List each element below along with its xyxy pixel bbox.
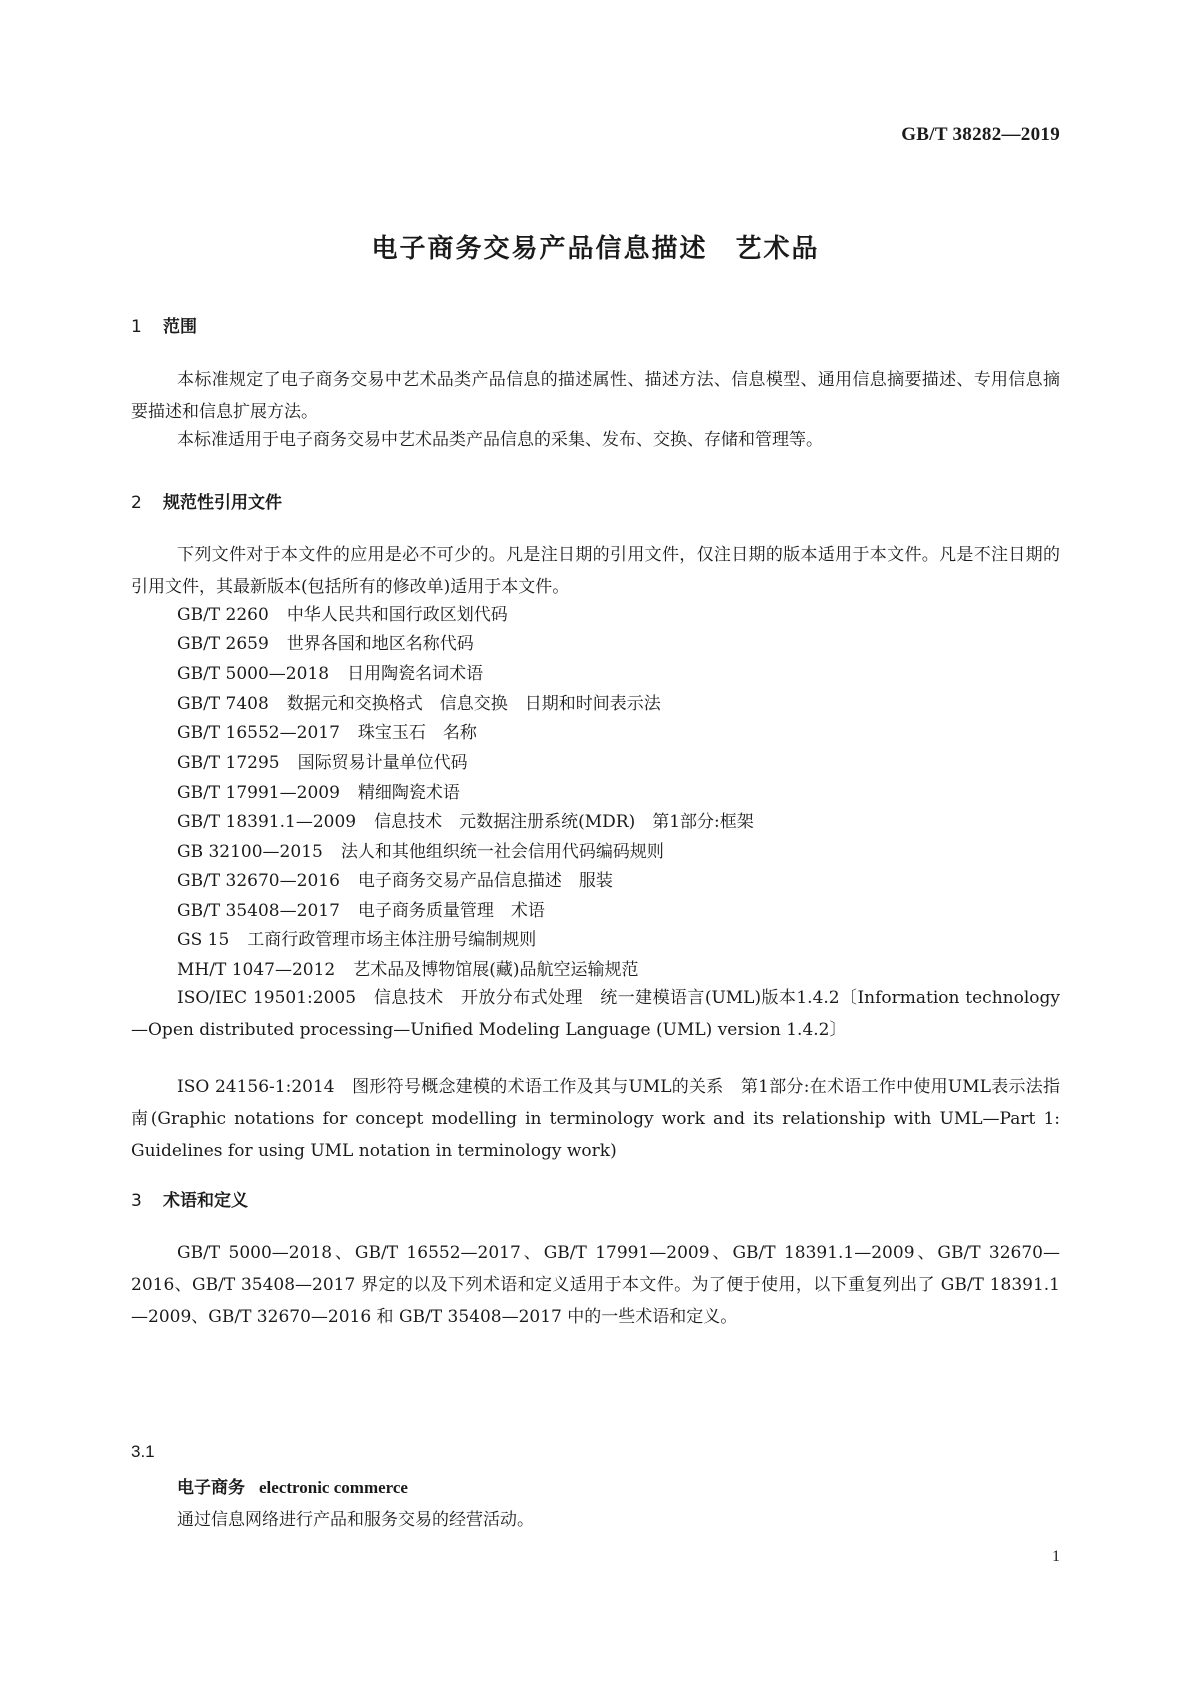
reference-title: 珠宝玉石 名称 (357, 723, 477, 743)
reference-code: GB/T 7408 (177, 694, 269, 714)
reference-item (177, 599, 508, 631)
term-heading (177, 1473, 408, 1498)
reference-item (177, 717, 477, 749)
reference-code: GB/T 17295 (177, 753, 280, 773)
reference-code: GS 15 (177, 930, 230, 950)
reference-code: GB/T 16552—2017 (177, 723, 340, 743)
standard-number: GB/T 38282—2019 (901, 124, 1060, 145)
reference-item (177, 628, 474, 660)
terms-intro: GB/T 5000—2018、GB/T 16552—2017、GB/T 17991—2009、GB/T 18391.1—2009、GB/T 32670—2016、GB/T 35408—2017 界定的以及下列术语和定义适用于本文件。为了便于使用，以下重复列出了 GB/T 18391.1—2009、GB/T 32670—2016 和 GB/T 35408—2017 中的一些术语和定义。 (131, 1243, 1060, 1327)
reference-item (177, 658, 483, 690)
reference-item (177, 895, 545, 927)
reference-title: 国际贸易计量单位代码 (297, 753, 468, 773)
section-title: 规范性引用文件 (163, 493, 282, 513)
section-1-heading (131, 312, 197, 337)
section-number: 3 (131, 1191, 142, 1211)
section-3-heading (131, 1186, 248, 1211)
reference-code: GB/T 2260 (177, 605, 269, 625)
reference-title: 电子商务交易产品信息描述 服装 (357, 871, 613, 891)
term-chinese: 电子商务 (177, 1478, 245, 1498)
reference-code: GB/T 18391.1—2009 (177, 812, 357, 832)
reference-code: GB 32100—2015 (177, 842, 323, 862)
reference-code: GB/T 35408—2017 (177, 901, 340, 921)
reference-title: 艺术品及博物馆展(藏)品航空运输规范 (353, 960, 639, 980)
scope-paragraph-1: 本标准规定了电子商务交易中艺术品类产品信息的描述属性、描述方法、信息模型、通用信息摘要描述、专用信息摘要描述和信息扩展方法。 (131, 370, 1060, 422)
reference-code: GB/T 5000—2018 (177, 664, 330, 684)
reference-item (177, 836, 664, 868)
term-number: 3.1 (131, 1442, 155, 1461)
reference-title: 数据元和交换格式 信息交换 日期和时间表示法 (286, 694, 661, 714)
reference-item (177, 747, 468, 779)
page-number: 1 (1052, 1548, 1060, 1565)
reference-title: 精细陶瓷术语 (357, 783, 460, 803)
reference-item (177, 806, 754, 838)
reference-code: GB/T 17991—2009 (177, 783, 340, 803)
section-number: 2 (131, 493, 142, 513)
references-intro: 下列文件对于本文件的应用是必不可少的。凡是注日期的引用文件，仅注日期的版本适用于本文件。凡是不注日期的引用文件，其最新版本(包括所有的修改单)适用于本文件。 (131, 545, 1060, 597)
reference-code: GB/T 32670—2016 (177, 871, 340, 891)
reference-title: 日用陶瓷名词术语 (347, 664, 484, 684)
section-title: 范围 (163, 317, 197, 337)
reference-title: 工商行政管理市场主体注册号编制规则 (247, 930, 537, 950)
reference-iso-24156: ISO 24156-1:2014 图形符号概念建模的术语工作及其与UML的关系 第1部分:在术语工作中使用UML表示法指南(Graphic notations for concept modelling in terminology work and its relationship with UML—Part 1: Guidelines for using UML notation in terminology work) (131, 1077, 1060, 1161)
reference-title: 中华人民共和国行政区划代码 (286, 605, 508, 625)
reference-item (177, 688, 661, 720)
reference-title: 世界各国和地区名称代码 (286, 634, 474, 654)
section-title: 术语和定义 (163, 1191, 248, 1211)
reference-item (177, 924, 536, 956)
reference-title: 法人和其他组织统一社会信用代码编码规则 (340, 842, 664, 862)
reference-iso-19501: ISO/IEC 19501:2005 信息技术 开放分布式处理 统一建模语言(UML)版本1.4.2〔Information technology—Open distributed processing—Unified Modeling Language (UML) version 1.4.2〕 (131, 988, 1060, 1040)
document-title: 电子商务交易产品信息描述 艺术品 (371, 234, 820, 264)
reference-item (177, 865, 613, 897)
reference-item (177, 777, 460, 809)
reference-title: 电子商务质量管理 术语 (357, 901, 545, 921)
section-2-heading (131, 488, 282, 513)
reference-code: GB/T 2659 (177, 634, 269, 654)
section-number: 1 (131, 317, 142, 337)
reference-code: MH/T 1047—2012 (177, 960, 336, 980)
scope-paragraph-2: 本标准适用于电子商务交易中艺术品类产品信息的采集、发布、交换、存储和管理等。 (177, 430, 823, 450)
reference-title: 信息技术 元数据注册系统(MDR) 第1部分:框架 (374, 812, 754, 832)
term-english: electronic commerce (259, 1478, 408, 1497)
term-definition: 通过信息网络进行产品和服务交易的经营活动。 (177, 1510, 534, 1530)
